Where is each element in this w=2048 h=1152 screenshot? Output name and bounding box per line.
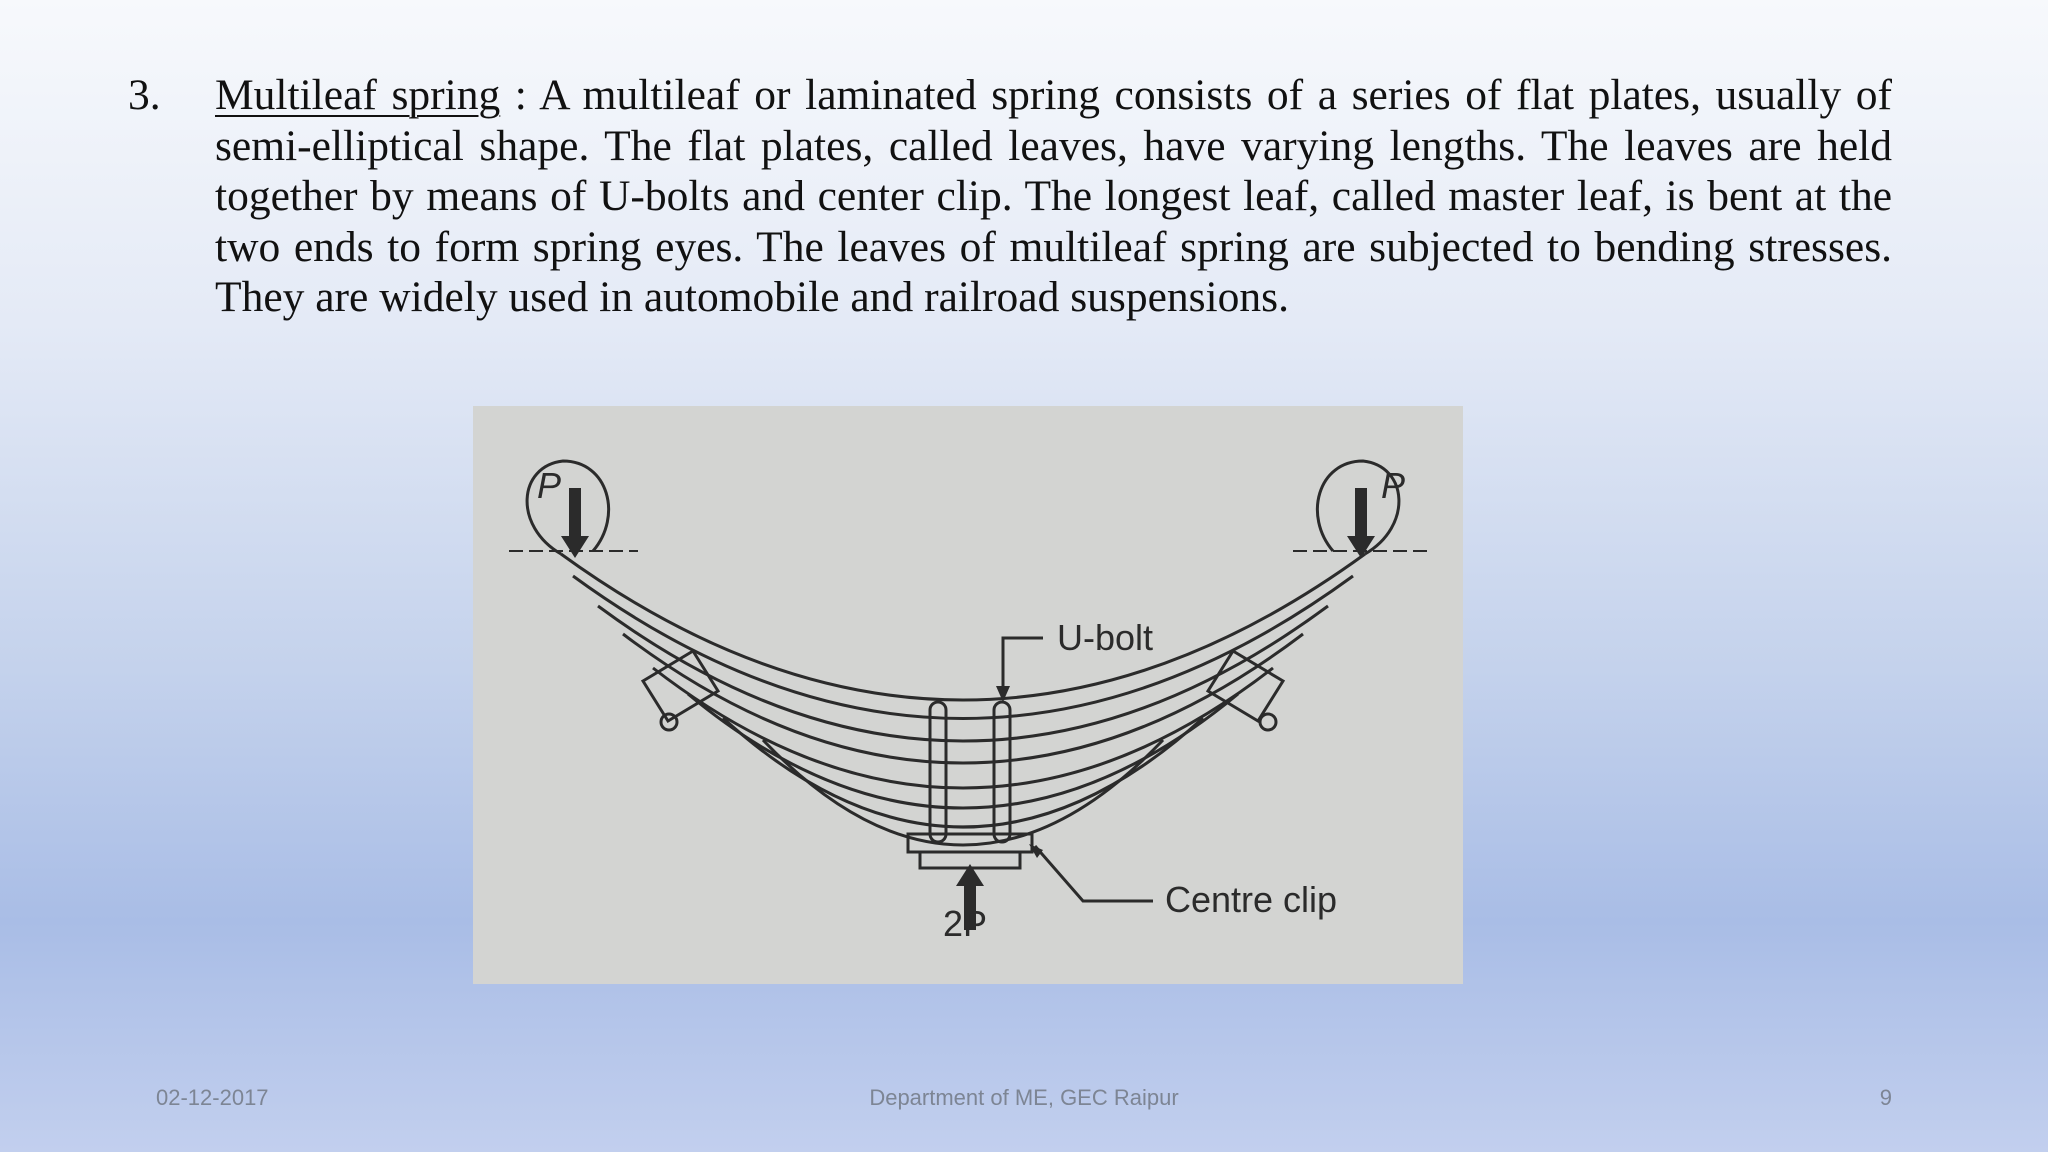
footer-date: 02-12-2017 — [156, 1085, 269, 1110]
point-number: 3. — [128, 71, 161, 119]
load-label-left: P — [537, 465, 562, 506]
load-label-right: P — [1381, 465, 1406, 506]
u-bolt-left — [930, 702, 946, 842]
spring-diagram — [473, 406, 1463, 984]
footer-page-number: 9 — [1879, 1085, 1892, 1110]
leaf-master — [561, 554, 1365, 700]
u-bolt-label: U-bolt — [1057, 617, 1154, 658]
term-heading: Multileaf spring — [215, 71, 501, 119]
term-separator: : — [500, 71, 540, 119]
leaf-4 — [653, 668, 1273, 788]
point-text — [215, 70, 1892, 323]
load-label-center: 2P — [943, 903, 988, 944]
multileaf-spring-figure — [473, 406, 1463, 984]
leaf-5 — [688, 694, 1238, 808]
u-bolt-right — [994, 702, 1010, 842]
centre-clip-label: Centre clip — [1165, 879, 1338, 920]
footer-department: Department of ME, GEC Raipur — [869, 1085, 1179, 1110]
bullet-point-multileaf — [128, 70, 1892, 323]
leaf-7 — [763, 740, 1163, 845]
term-description: A multileaf or laminated spring consists of a series of flat plates, usually of semi-elliptical shape. The flat plates, called leaves, have varying lengths. The leaves are held together by means of U-bolts and center clip. The longest leaf, called master leaf, is bent at the two ends to form spring eyes. The leaves of multileaf spring are subjected to bending stresses. They are widely used in automobile and railroad suspensions. — [215, 71, 1893, 321]
